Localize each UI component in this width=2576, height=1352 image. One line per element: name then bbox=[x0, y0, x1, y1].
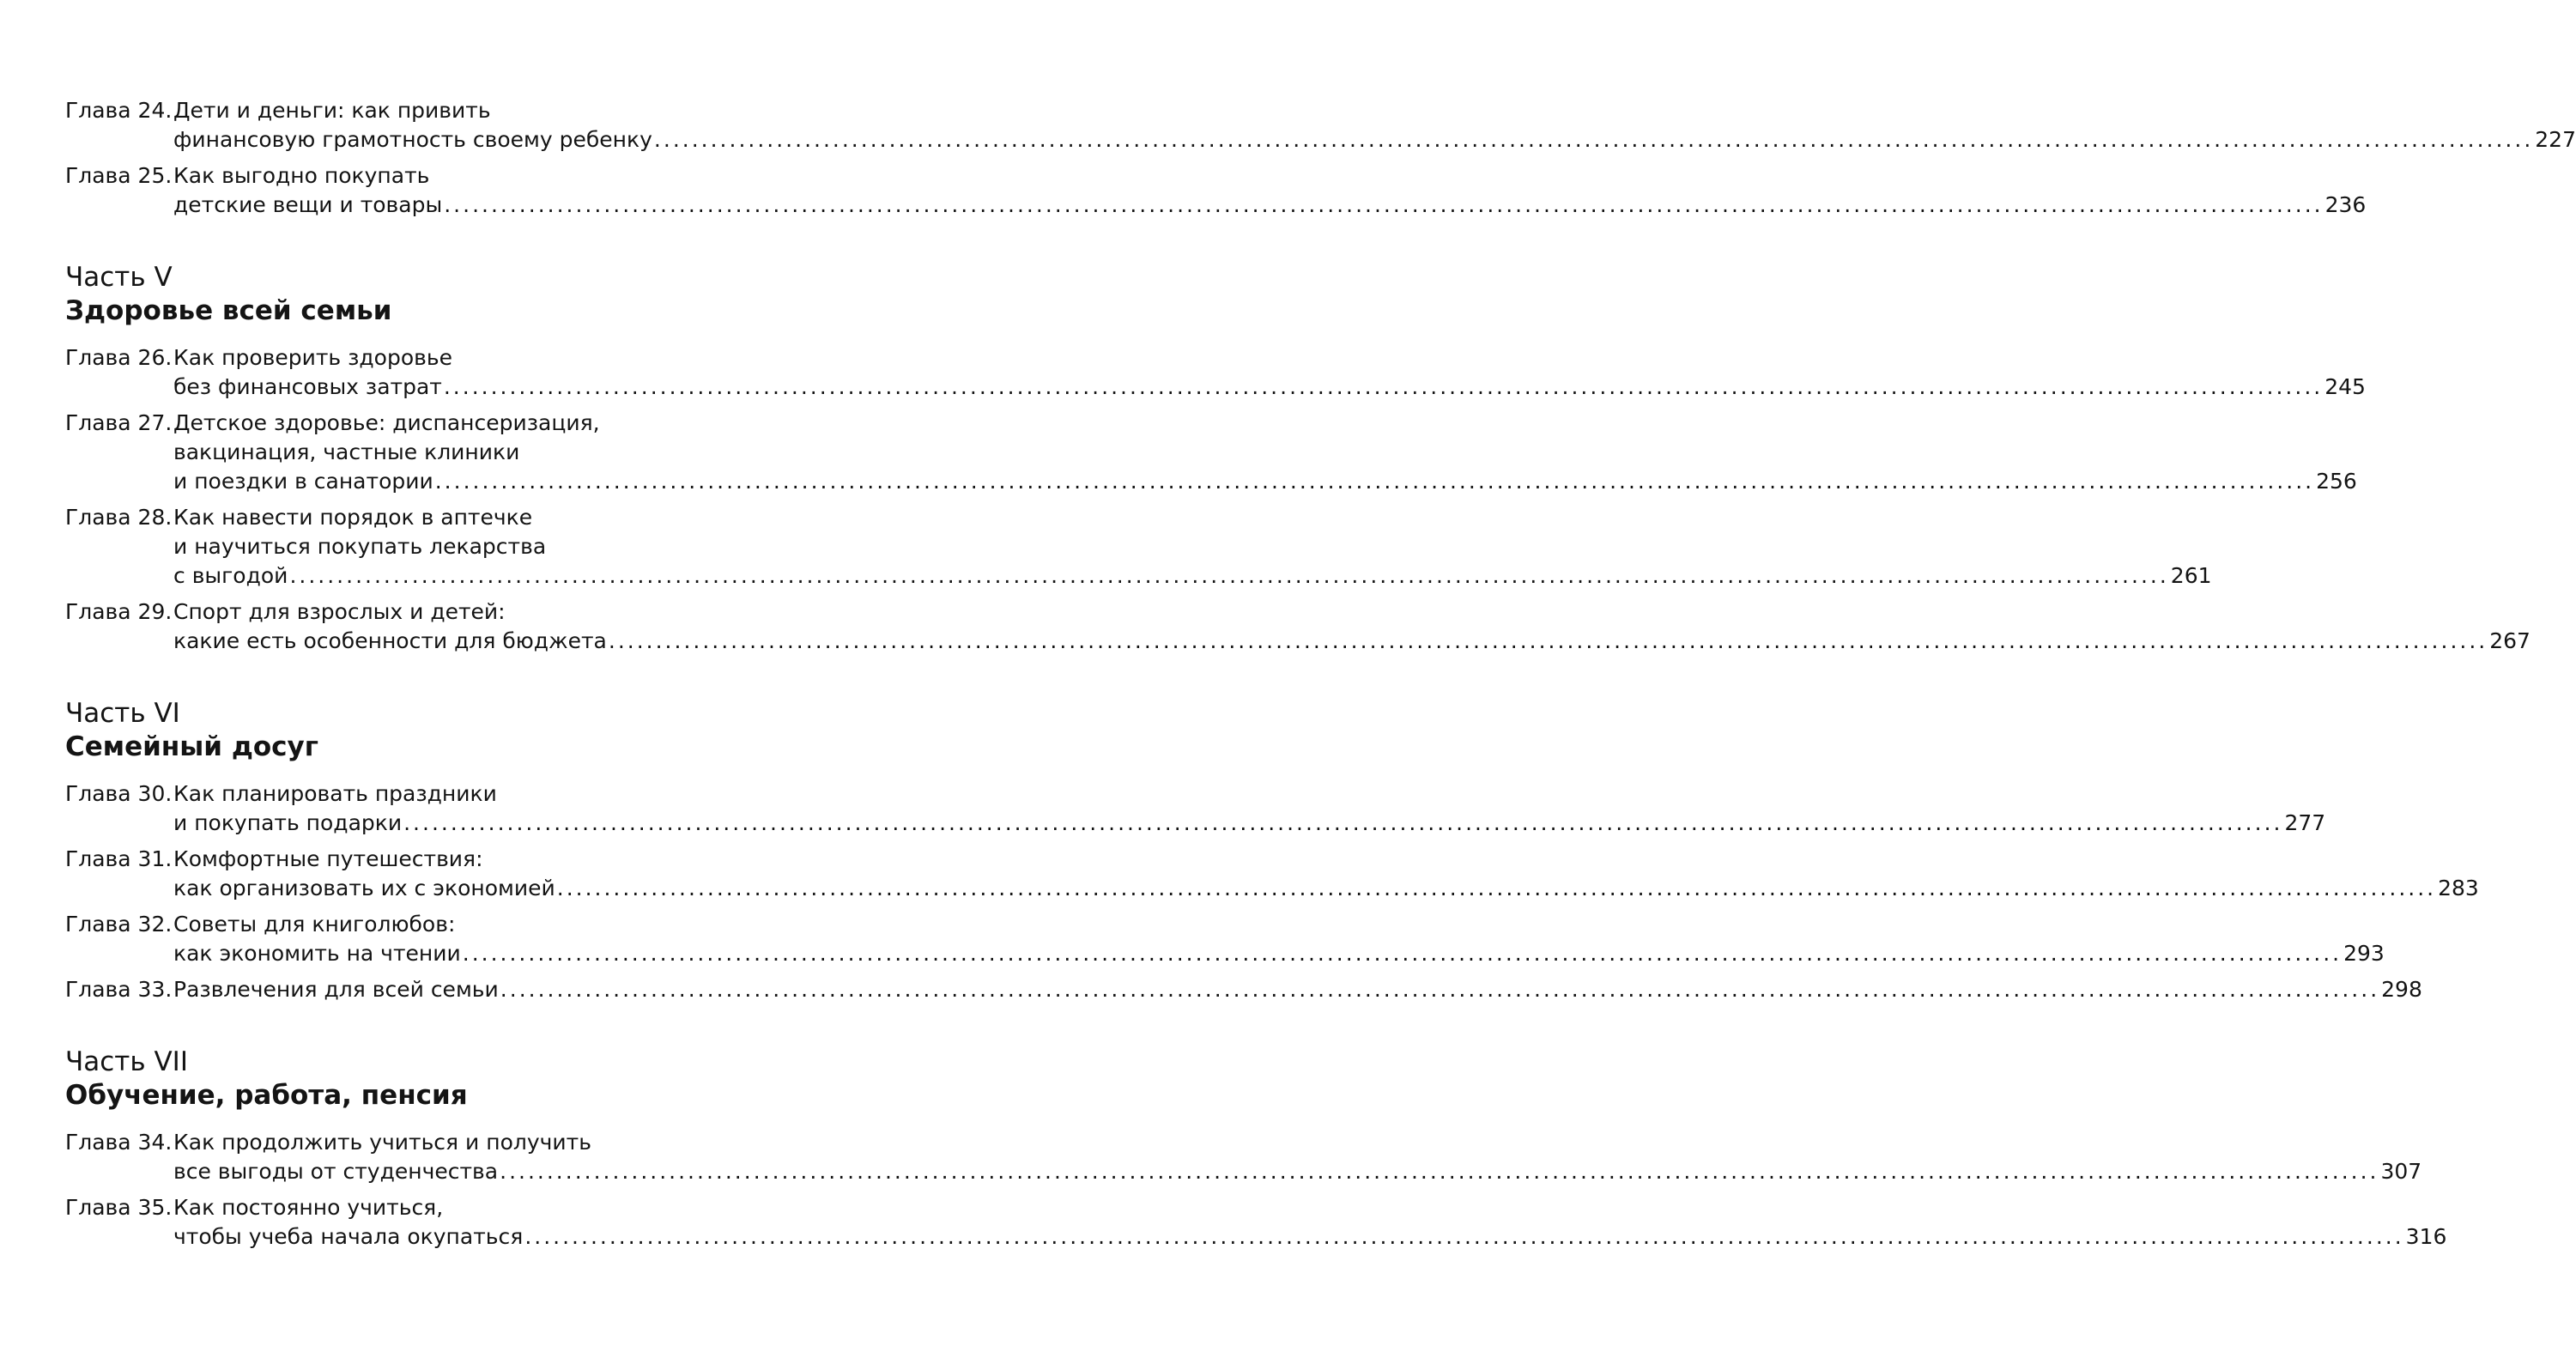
chapter-title bbox=[173, 96, 2576, 155]
page-number: 236 bbox=[2324, 192, 2367, 217]
chapter-label: Глава 25. bbox=[65, 163, 173, 188]
page-number: 245 bbox=[2324, 374, 2366, 399]
part-title: Обучение, работа, пенсия bbox=[65, 1080, 468, 1111]
part-title: Здоровье всей семьи bbox=[65, 295, 392, 326]
toc-entry[interactable] bbox=[65, 1128, 2422, 1186]
toc-entry[interactable] bbox=[65, 161, 2367, 220]
page-number: 298 bbox=[2381, 977, 2422, 1002]
dot-leader: ........................................................................................................................................................................................................ bbox=[462, 941, 2343, 966]
dot-leader: ........................................................................................................................................................................................................ bbox=[653, 127, 2534, 152]
chapter-title-line: Советы для книголюбов: bbox=[173, 912, 456, 937]
chapter-title-line: детские вещи и товары bbox=[173, 192, 443, 217]
page-number: 307 bbox=[2380, 1159, 2422, 1184]
page-number: 267 bbox=[2489, 628, 2531, 653]
page-number: 316 bbox=[2405, 1224, 2447, 1249]
chapter-title-line: Как навести порядок в аптечке bbox=[173, 505, 533, 530]
page-number: 283 bbox=[2438, 876, 2479, 900]
chapter-label: Глава 32. bbox=[65, 912, 173, 937]
dot-leader: ........................................................................................................................................................................................................ bbox=[556, 876, 2437, 900]
chapter-title-line: Развлечения для всей семьи bbox=[173, 977, 499, 1002]
toc-entry[interactable] bbox=[65, 343, 2366, 402]
part-title: Семейный досуг bbox=[65, 731, 318, 762]
dot-leader: ........................................................................................................................................................................................................ bbox=[608, 628, 2488, 653]
dot-leader: ........................................................................................................................................................................................................ bbox=[289, 563, 2169, 588]
chapter-title-last-line bbox=[173, 939, 2385, 968]
chapter-label: Глава 26. bbox=[65, 345, 173, 370]
chapter-title-line: Как выгодно покупать bbox=[173, 163, 430, 188]
toc-entry[interactable] bbox=[65, 96, 2576, 155]
toc-entry[interactable] bbox=[65, 910, 2385, 968]
chapter-label: Глава 35. bbox=[65, 1195, 173, 1220]
toc-entry[interactable] bbox=[65, 597, 2531, 656]
part-heading bbox=[65, 261, 742, 328]
chapter-title bbox=[173, 343, 2366, 402]
chapter-label: Глава 29. bbox=[65, 599, 173, 624]
chapter-title-line: финансовую грамотность своему ребенку bbox=[173, 127, 652, 152]
dot-leader: ........................................................................................................................................................................................................ bbox=[500, 1159, 2379, 1184]
dot-leader: ........................................................................................................................................................................................................ bbox=[443, 374, 2324, 399]
toc-section bbox=[65, 261, 2531, 656]
chapter-title-line: Как проверить здоровье bbox=[173, 345, 452, 370]
chapter-title-line: чтобы учеба начала окупаться bbox=[173, 1224, 524, 1249]
chapter-title-last-line bbox=[173, 975, 2422, 1004]
toc-entry[interactable] bbox=[65, 975, 2422, 1004]
table-of-contents bbox=[65, 96, 2576, 1258]
toc-section bbox=[65, 697, 2479, 1004]
chapter-title-line: Как планировать праздники bbox=[173, 781, 497, 806]
page-number: 256 bbox=[2316, 469, 2357, 494]
chapter-title bbox=[173, 975, 2422, 1004]
part-heading bbox=[65, 1046, 742, 1113]
dot-leader: ........................................................................................................................................................................................................ bbox=[524, 1224, 2404, 1249]
chapter-title bbox=[173, 910, 2385, 968]
chapter-label: Глава 30. bbox=[65, 781, 173, 806]
dot-leader: ........................................................................................................................................................................................................ bbox=[500, 977, 2380, 1002]
part-label: Часть V bbox=[65, 262, 173, 293]
chapter-title-last-line bbox=[173, 627, 2531, 656]
page-number: 277 bbox=[2284, 810, 2326, 835]
toc-entry[interactable] bbox=[65, 779, 2326, 838]
chapter-title-line: какие есть особенности для бюджета bbox=[173, 628, 607, 653]
chapter-title-line: Комфортные путешествия: bbox=[173, 846, 483, 871]
toc-section bbox=[65, 1046, 2447, 1252]
chapter-label: Глава 33. bbox=[65, 977, 173, 1002]
chapter-title-line: Спорт для взрослых и детей: bbox=[173, 599, 506, 624]
page-number: 261 bbox=[2170, 563, 2212, 588]
chapter-title bbox=[173, 161, 2367, 220]
toc-entry[interactable] bbox=[65, 1193, 2447, 1252]
chapter-title-line: Дети и деньги: как привить bbox=[173, 98, 491, 123]
chapter-title-line: и научиться покупать лекарства bbox=[173, 534, 547, 559]
chapter-title bbox=[173, 409, 2357, 496]
chapter-title-last-line bbox=[173, 125, 2576, 155]
chapter-title-line: все выгоды от студенчества bbox=[173, 1159, 499, 1184]
chapter-title bbox=[173, 779, 2326, 838]
chapter-title bbox=[173, 503, 2212, 591]
chapter-title-line: Детское здоровье: диспансеризация, bbox=[173, 410, 600, 435]
chapter-title bbox=[173, 597, 2531, 656]
chapter-label: Глава 28. bbox=[65, 505, 173, 530]
chapter-title-line: и покупать подарки bbox=[173, 810, 403, 835]
chapter-label: Глава 34. bbox=[65, 1130, 173, 1155]
chapter-title-last-line bbox=[173, 561, 2212, 591]
chapter-title-line: Как продолжить учиться и получить bbox=[173, 1130, 591, 1155]
toc-section bbox=[65, 96, 2576, 220]
chapter-title-line: Как постоянно учиться, bbox=[173, 1195, 444, 1220]
chapter-title-last-line bbox=[173, 467, 2357, 496]
dot-leader: ........................................................................................................................................................................................................ bbox=[444, 192, 2324, 217]
chapter-label: Глава 27. bbox=[65, 410, 173, 435]
chapter-title-last-line bbox=[173, 1157, 2422, 1186]
toc-entry[interactable] bbox=[65, 845, 2479, 903]
chapter-title-last-line bbox=[173, 809, 2326, 838]
toc-entry[interactable] bbox=[65, 503, 2212, 591]
dot-leader: ........................................................................................................................................................................................................ bbox=[434, 469, 2315, 494]
chapter-label: Глава 31. bbox=[65, 846, 173, 871]
page-number: 293 bbox=[2343, 941, 2385, 966]
chapter-title bbox=[173, 1128, 2422, 1186]
chapter-title-last-line bbox=[173, 874, 2479, 903]
chapter-label: Глава 24. bbox=[65, 98, 173, 123]
chapter-title-line: как организовать их с экономией bbox=[173, 876, 555, 900]
chapter-title-line: без финансовых затрат bbox=[173, 374, 442, 399]
part-label: Часть VI bbox=[65, 698, 180, 729]
chapter-title bbox=[173, 1193, 2447, 1252]
chapter-title bbox=[173, 845, 2479, 903]
chapter-title-last-line bbox=[173, 1222, 2447, 1252]
part-label: Часть VII bbox=[65, 1046, 188, 1077]
page-number: 227 bbox=[2535, 127, 2576, 152]
dot-leader: ........................................................................................................................................................................................................ bbox=[403, 810, 2283, 835]
part-heading bbox=[65, 697, 742, 764]
toc-entry[interactable] bbox=[65, 409, 2357, 496]
chapter-title-last-line bbox=[173, 373, 2366, 402]
chapter-title-line: с выгодой bbox=[173, 563, 288, 588]
chapter-title-line: как экономить на чтении bbox=[173, 941, 461, 966]
chapter-title-line: и поездки в санатории bbox=[173, 469, 433, 494]
chapter-title-line: вакцинация, частные клиники bbox=[173, 440, 520, 464]
chapter-title-last-line bbox=[173, 191, 2367, 220]
